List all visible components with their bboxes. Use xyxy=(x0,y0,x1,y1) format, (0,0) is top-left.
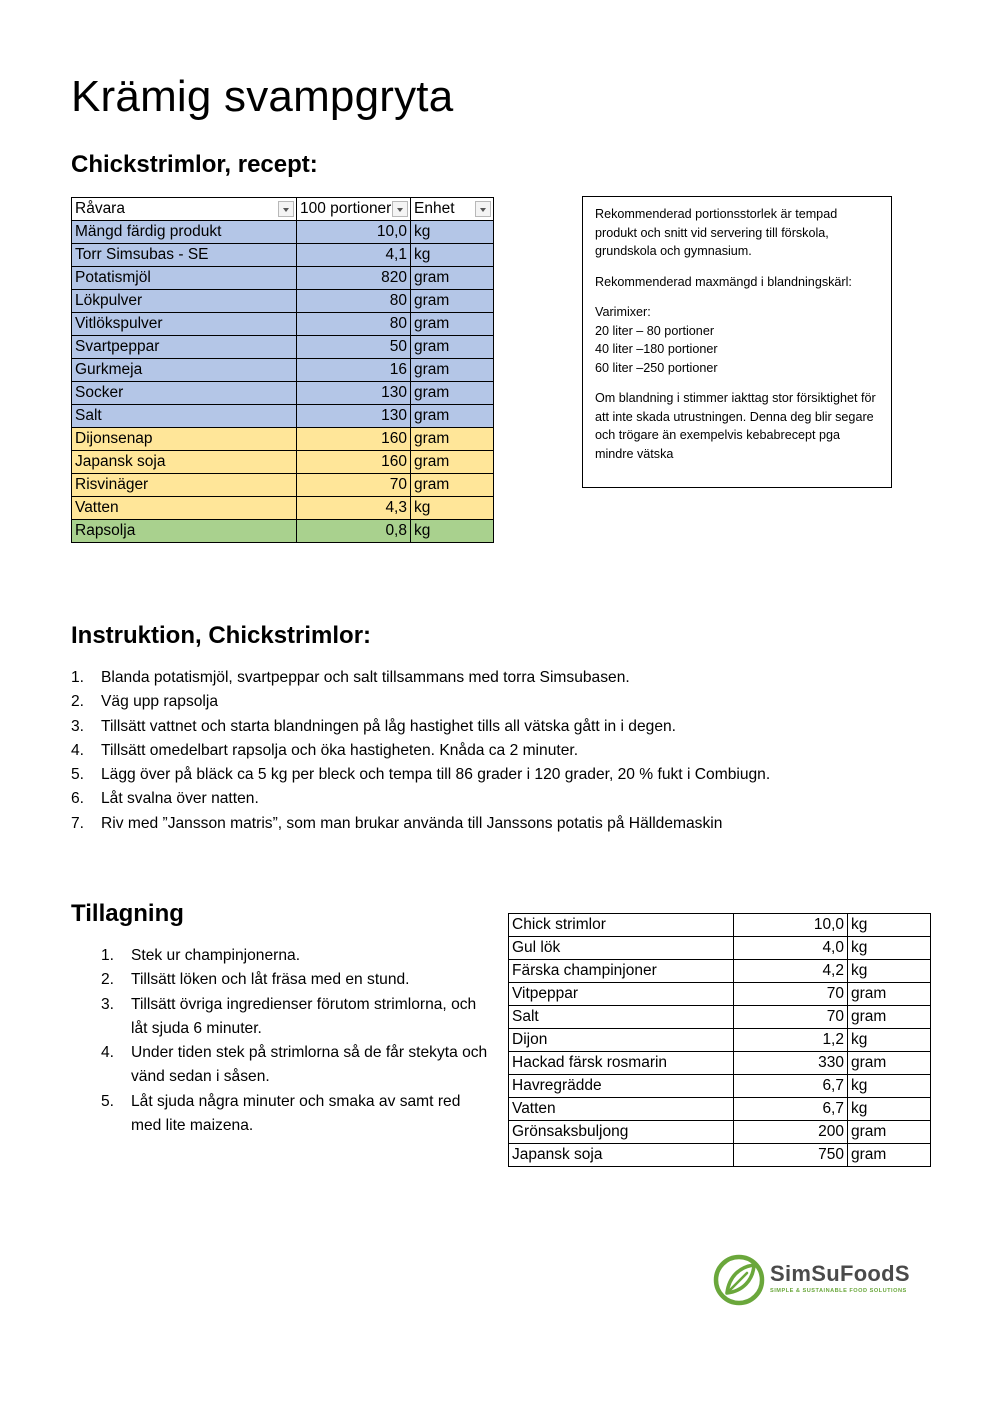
step-text: Stek ur champinjonerna. xyxy=(131,947,301,964)
ingredient-amount: 750 xyxy=(734,1144,848,1167)
note-portion-size: Rekommenderad portionsstorlek är tempad produkt och snitt vid servering till förskola, grundskola och gymnasium. xyxy=(595,207,838,258)
ingredient-unit: kg xyxy=(848,914,931,937)
ingredient-amount: 16 xyxy=(297,359,411,382)
ingredient-name: Chick strimlor xyxy=(509,914,734,937)
step-number: 5. xyxy=(71,766,85,784)
ingredient-amount: 160 xyxy=(297,428,411,451)
ingredient-amount: 130 xyxy=(297,382,411,405)
list-item xyxy=(101,1090,491,1139)
table-row xyxy=(509,1075,931,1098)
ingredient-unit: kg xyxy=(411,497,494,520)
step-number: 3. xyxy=(101,995,115,1013)
ingredient-unit: gram xyxy=(411,405,494,428)
table-row xyxy=(72,221,494,244)
step-number: 1. xyxy=(101,947,115,964)
ingredient-amount: 6,7 xyxy=(734,1098,848,1121)
step-number: 3. xyxy=(71,717,85,735)
step-number: 2. xyxy=(71,693,85,711)
step-text: Riv med ”Jansson matris”, som man brukar använda till Janssons potatis på Hälldemaskin xyxy=(101,814,723,832)
ingredient-name: Dijon xyxy=(509,1029,734,1052)
ingredient-amount: 4,1 xyxy=(297,244,411,267)
ingredient-unit: gram xyxy=(411,428,494,451)
table-row xyxy=(72,244,494,267)
note-varimixer-line: 40 liter –180 portioner xyxy=(595,342,718,356)
ingredient-unit: gram xyxy=(411,474,494,497)
step-text: Tillsätt övriga ingredienser förutom strimlorna, och låt sjuda 6 minuter. xyxy=(131,995,477,1037)
instructions-list xyxy=(71,666,770,836)
ingredient-unit: gram xyxy=(411,313,494,336)
ingredient-unit: kg xyxy=(848,1029,931,1052)
ingredient-amount: 4,3 xyxy=(297,497,411,520)
table-row xyxy=(72,520,494,543)
step-text: Tillsätt omedelbart rapsolja och öka hastigheten. Knåda ca 2 minuter. xyxy=(101,741,579,759)
ingredient-amount: 70 xyxy=(734,1006,848,1029)
ingredient-amount: 160 xyxy=(297,451,411,474)
list-item xyxy=(71,763,770,787)
ingredient-amount: 10,0 xyxy=(297,221,411,244)
table-row xyxy=(72,382,494,405)
step-text: Låt sjuda några minuter och smaka av samt red med lite maizena. xyxy=(131,1092,461,1135)
logo-tagline: SIMPLE & SUSTAINABLE FOOD SOLUTIONS xyxy=(770,1288,907,1294)
step-number: 4. xyxy=(101,1044,115,1062)
note-varimixer-line: 60 liter –250 portioner xyxy=(595,360,718,375)
ingredient-unit: kg xyxy=(848,1075,931,1098)
ingredient-unit: gram xyxy=(411,336,494,359)
ingredient-amount: 70 xyxy=(734,983,848,1006)
recipe-table xyxy=(71,197,494,543)
recipe-heading: Chickstrimlor, recept: xyxy=(71,151,318,178)
ingredient-unit: kg xyxy=(848,1098,931,1121)
logo-wordmark: SimSuFoodS xyxy=(770,1261,910,1286)
ingredient-name: Vatten xyxy=(509,1098,734,1121)
ingredient-name: Vitpeppar xyxy=(509,983,734,1006)
ingredient-name: Hackad färsk rosmarin xyxy=(509,1052,734,1075)
ingredient-unit: gram xyxy=(848,1144,931,1167)
ingredient-amount: 200 xyxy=(734,1121,848,1144)
column-header-enhet[interactable]: Enhet xyxy=(411,198,494,221)
table-row xyxy=(72,359,494,382)
ingredient-amount: 0,8 xyxy=(297,520,411,543)
ingredient-name: Socker xyxy=(72,382,297,405)
table-row xyxy=(509,937,931,960)
step-text: Tillsätt vattnet och starta blandningen på låg hastighet tills all vätska gått in i degen. xyxy=(101,717,677,735)
ingredient-name: Vitlökspulver xyxy=(72,313,297,336)
list-item xyxy=(71,666,770,690)
step-number: 2. xyxy=(101,971,115,989)
ingredient-name: Havregrädde xyxy=(509,1075,734,1098)
ingredient-unit: gram xyxy=(411,359,494,382)
table-row xyxy=(72,405,494,428)
ingredient-unit: gram xyxy=(411,382,494,405)
ingredient-unit: kg xyxy=(848,937,931,960)
filter-dropdown-icon[interactable] xyxy=(475,201,491,217)
ingredient-name: Rapsolja xyxy=(72,520,297,543)
recommendation-note xyxy=(582,196,892,488)
ingredient-name: Mängd färdig produkt xyxy=(72,221,297,244)
table-row xyxy=(509,1052,931,1075)
ingredient-amount: 10,0 xyxy=(734,914,848,937)
table-row xyxy=(509,983,931,1006)
tillagning-list xyxy=(101,944,491,1138)
ingredient-name: Svartpeppar xyxy=(72,336,297,359)
list-item xyxy=(71,812,770,836)
table-row xyxy=(509,914,931,937)
note-varimixer-line: 20 liter – 80 portioner xyxy=(595,323,715,338)
ingredient-name: Japansk soja xyxy=(72,451,297,474)
table-row xyxy=(509,1144,931,1167)
step-text: Tillsätt löken och låt fräsa med en stund. xyxy=(131,971,410,989)
step-number: 5. xyxy=(101,1092,115,1110)
ingredient-amount: 80 xyxy=(297,290,411,313)
ingredient-amount: 820 xyxy=(297,267,411,290)
table-row xyxy=(72,497,494,520)
note-max-amount: Rekommenderad maxmängd i blandningskärl: xyxy=(595,274,852,289)
instructions-heading: Instruktion, Chickstrimlor: xyxy=(71,622,372,649)
leaf-logo-icon xyxy=(712,1252,768,1308)
ingredient-name: Japansk soja xyxy=(509,1144,734,1167)
step-number: 4. xyxy=(71,741,85,759)
ingredient-unit: gram xyxy=(848,983,931,1006)
ingredient-amount: 6,7 xyxy=(734,1075,848,1098)
list-item xyxy=(101,1041,491,1090)
ingredient-name: Risvinäger xyxy=(72,474,297,497)
ingredient-amount: 70 xyxy=(297,474,411,497)
ingredient-name: Gul lök xyxy=(509,937,734,960)
list-item xyxy=(71,715,770,739)
filter-dropdown-icon[interactable] xyxy=(278,201,294,217)
ingredient-amount: 4,2 xyxy=(734,960,848,983)
ingredient-unit: gram xyxy=(848,1052,931,1075)
tillagning-table xyxy=(508,913,931,1167)
ingredient-amount: 50 xyxy=(297,336,411,359)
ingredient-name: Färska champinjoner xyxy=(509,960,734,983)
step-text: Lägg över på bläck ca 5 kg per bleck och tempa till 86 grader i 120 grader, 20 % fukt i Combiugn. xyxy=(101,766,771,784)
ingredient-name: Salt xyxy=(509,1006,734,1029)
simsufoods-logo xyxy=(712,1250,922,1310)
ingredient-amount: 80 xyxy=(297,313,411,336)
ingredient-amount: 1,2 xyxy=(734,1029,848,1052)
tillagning-heading: Tillagning xyxy=(71,900,184,927)
ingredient-amount: 4,0 xyxy=(734,937,848,960)
table-row xyxy=(72,267,494,290)
list-item xyxy=(101,968,491,992)
step-text: Väg upp rapsolja xyxy=(101,693,219,711)
step-text: Blanda potatismjöl, svartpeppar och salt tillsammans med torra Simsubasen. xyxy=(101,669,630,686)
table-row xyxy=(509,1006,931,1029)
ingredient-unit: kg xyxy=(411,221,494,244)
table-row xyxy=(72,336,494,359)
ingredient-name: Gurkmeja xyxy=(72,359,297,382)
recipe-table-header xyxy=(72,198,494,221)
list-item xyxy=(101,993,491,1042)
ingredient-unit: gram xyxy=(411,451,494,474)
list-item xyxy=(71,787,770,811)
list-item xyxy=(71,690,770,714)
filter-dropdown-icon[interactable] xyxy=(392,201,408,217)
ingredient-name: Torr Simsubas - SE xyxy=(72,244,297,267)
ingredient-amount: 130 xyxy=(297,405,411,428)
step-number: 7. xyxy=(71,814,85,832)
ingredient-unit: gram xyxy=(411,290,494,313)
column-header-ravara[interactable]: Råvara xyxy=(72,198,297,221)
table-row xyxy=(509,1098,931,1121)
ingredient-unit: kg xyxy=(411,520,494,543)
column-header-portioner[interactable]: 100 portioner xyxy=(297,198,411,221)
note-varimixer-title: Varimixer: xyxy=(595,305,651,319)
list-item xyxy=(101,944,491,968)
table-row xyxy=(509,960,931,983)
step-text: Låt svalna över natten. xyxy=(101,790,259,808)
ingredient-unit: gram xyxy=(848,1121,931,1144)
note-caution: Om blandning i stimmer iakttag stor försiktighet för att inte skada utrustningen. Denna deg blir segare och trögare än exempelvis kebabrecept pga mindre vätska xyxy=(595,391,876,461)
ingredient-unit: gram xyxy=(411,267,494,290)
ingredient-name: Vatten xyxy=(72,497,297,520)
ingredient-amount: 330 xyxy=(734,1052,848,1075)
ingredient-unit: kg xyxy=(848,960,931,983)
table-row xyxy=(72,474,494,497)
ingredient-unit: gram xyxy=(848,1006,931,1029)
step-number: 6. xyxy=(71,790,85,808)
table-row xyxy=(509,1029,931,1052)
step-text: Under tiden stek på strimlorna så de får stekyta och vänd sedan i såsen. xyxy=(131,1044,488,1086)
table-row xyxy=(72,451,494,474)
ingredient-name: Potatismjöl xyxy=(72,267,297,290)
table-row xyxy=(72,290,494,313)
step-number: 1. xyxy=(71,669,85,686)
list-item xyxy=(71,739,770,763)
page-title: Krämig svampgryta xyxy=(71,72,454,121)
ingredient-name: Salt xyxy=(72,405,297,428)
table-row xyxy=(509,1121,931,1144)
ingredient-name: Dijonsenap xyxy=(72,428,297,451)
ingredient-name: Lökpulver xyxy=(72,290,297,313)
ingredient-name: Grönsaksbuljong xyxy=(509,1121,734,1144)
ingredient-unit: kg xyxy=(411,244,494,267)
table-row xyxy=(72,313,494,336)
table-row xyxy=(72,428,494,451)
